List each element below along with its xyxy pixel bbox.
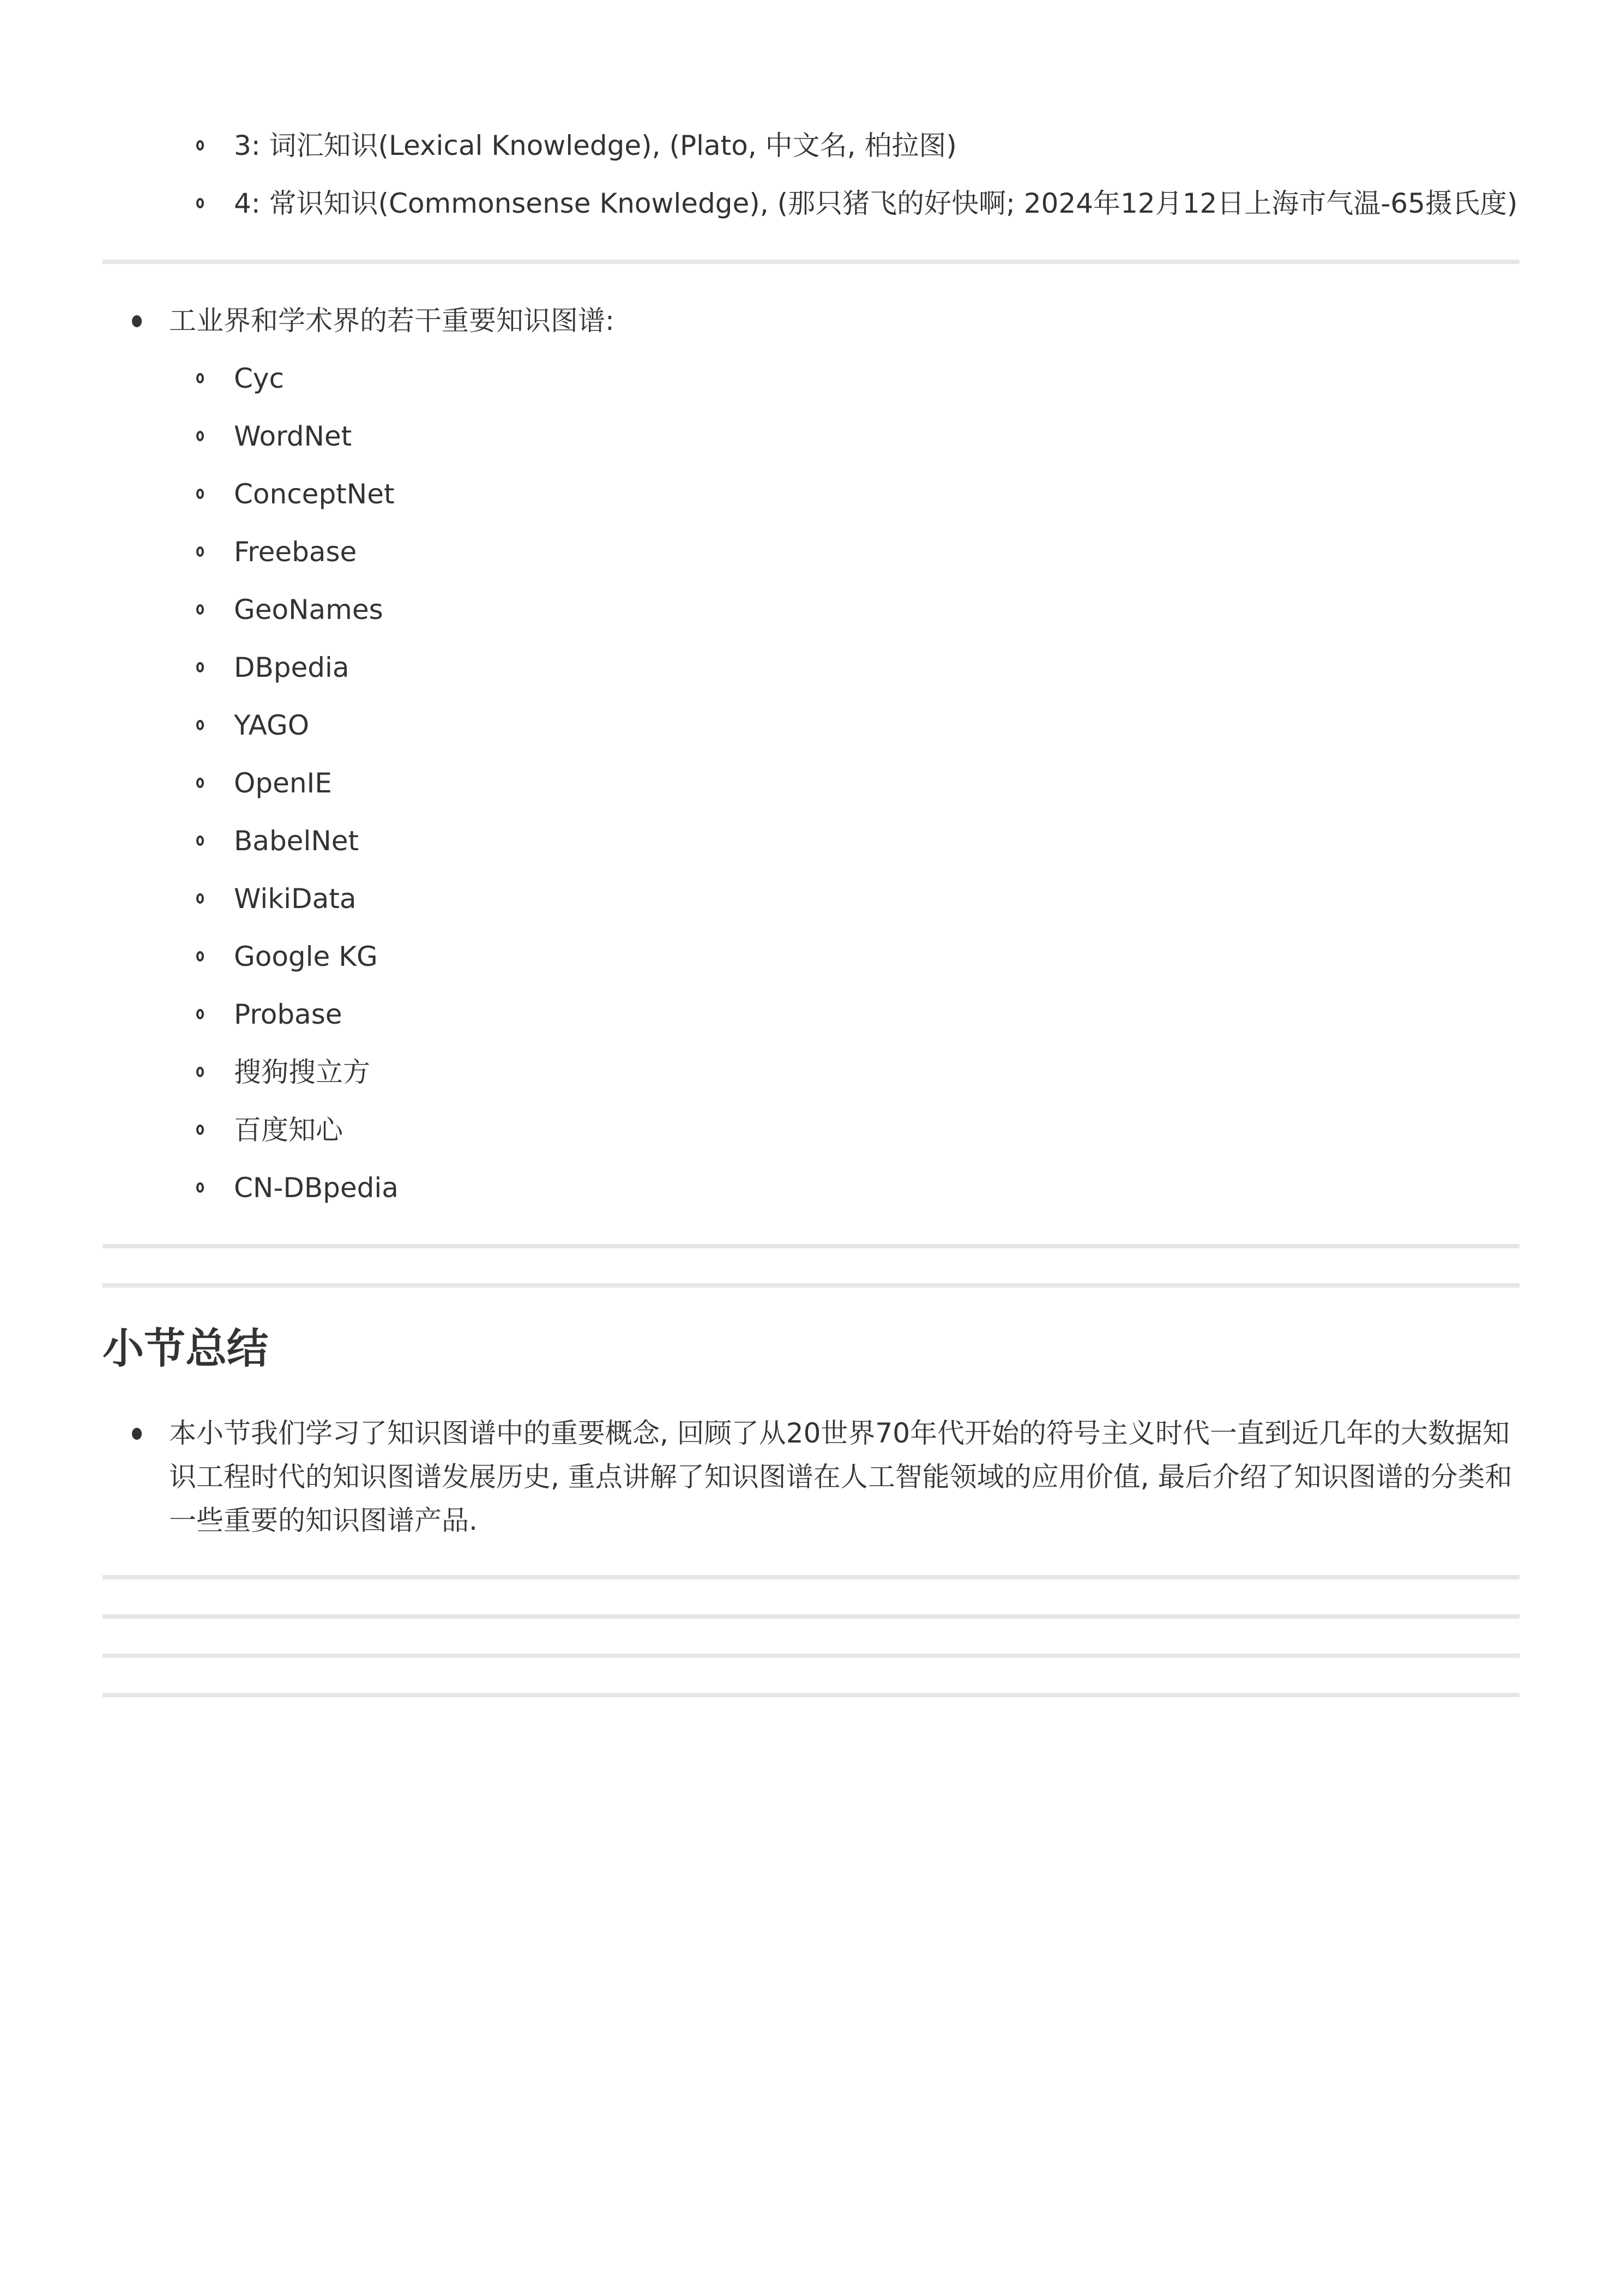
summary-paragraph: 本小节我们学习了知识图谱中的重要概念, 回顾了从20世界70年代开始的符号主义时代一直到近几年的大数据知识工程时代的知识图谱发展历史, 重点讲解了知识图谱在人工智能领域的应用价值, 最后介绍了知识图谱的分类和一些重要的知识图谱产品. (169, 1417, 1512, 1536)
kg-name: Freebase (234, 536, 357, 568)
circle-bullet-icon (196, 662, 204, 672)
kg-name: CN-DBpedia (234, 1172, 399, 1204)
circle-bullet-icon (196, 1182, 204, 1193)
kg-name: OpenIE (234, 767, 332, 799)
circle-bullet-icon (196, 778, 204, 788)
circle-bullet-icon (196, 140, 204, 151)
kg-name: 百度知心 (234, 1114, 343, 1146)
kg-name: Cyc (234, 363, 284, 394)
circle-bullet-icon (196, 1067, 204, 1077)
disc-bullet-icon (132, 315, 142, 327)
kg-name: WordNet (234, 420, 352, 452)
disc-bullet-icon (132, 1428, 142, 1440)
kg-name: Google KG (234, 941, 378, 972)
kg-name: BabelNet (234, 825, 359, 857)
circle-bullet-icon (196, 1009, 204, 1019)
circle-bullet-icon (196, 1125, 204, 1135)
kg-name: DBpedia (234, 652, 349, 683)
list-item-text: 4: 常识知识(Commonsense Knowledge), (那只猪飞的好快啊; 2024年12月12日上海市气温-65摄氏度) (234, 188, 1518, 219)
horizontal-rule (102, 260, 1520, 264)
horizontal-rule (102, 1654, 1520, 1658)
horizontal-rule (102, 1575, 1520, 1579)
kg-name: 搜狗搜立方 (234, 1056, 370, 1088)
circle-bullet-icon (196, 198, 204, 208)
circle-bullet-icon (196, 373, 204, 383)
horizontal-rule (102, 1693, 1520, 1697)
circle-bullet-icon (196, 836, 204, 846)
circle-bullet-icon (196, 893, 204, 904)
horizontal-rule (102, 1244, 1520, 1248)
kg-name: GeoNames (234, 594, 383, 626)
kg-name: WikiData (234, 883, 357, 915)
section-heading: 小节总结 (102, 1324, 268, 1373)
kg-name: ConceptNet (234, 478, 395, 510)
kg-name: Probase (234, 999, 342, 1030)
circle-bullet-icon (196, 720, 204, 730)
list-item-text: 3: 词汇知识(Lexical Knowledge), (Plato, 中文名, 柏拉图) (234, 130, 957, 161)
circle-bullet-icon (196, 489, 204, 499)
kg-name: YAGO (234, 710, 310, 741)
circle-bullet-icon (196, 951, 204, 961)
circle-bullet-icon (196, 546, 204, 557)
horizontal-rule (102, 1283, 1520, 1288)
important-kgs-heading: 工业界和学术界的若干重要知识图谱: (169, 305, 614, 336)
horizontal-rule (102, 1614, 1520, 1619)
circle-bullet-icon (196, 431, 204, 441)
circle-bullet-icon (196, 604, 204, 615)
